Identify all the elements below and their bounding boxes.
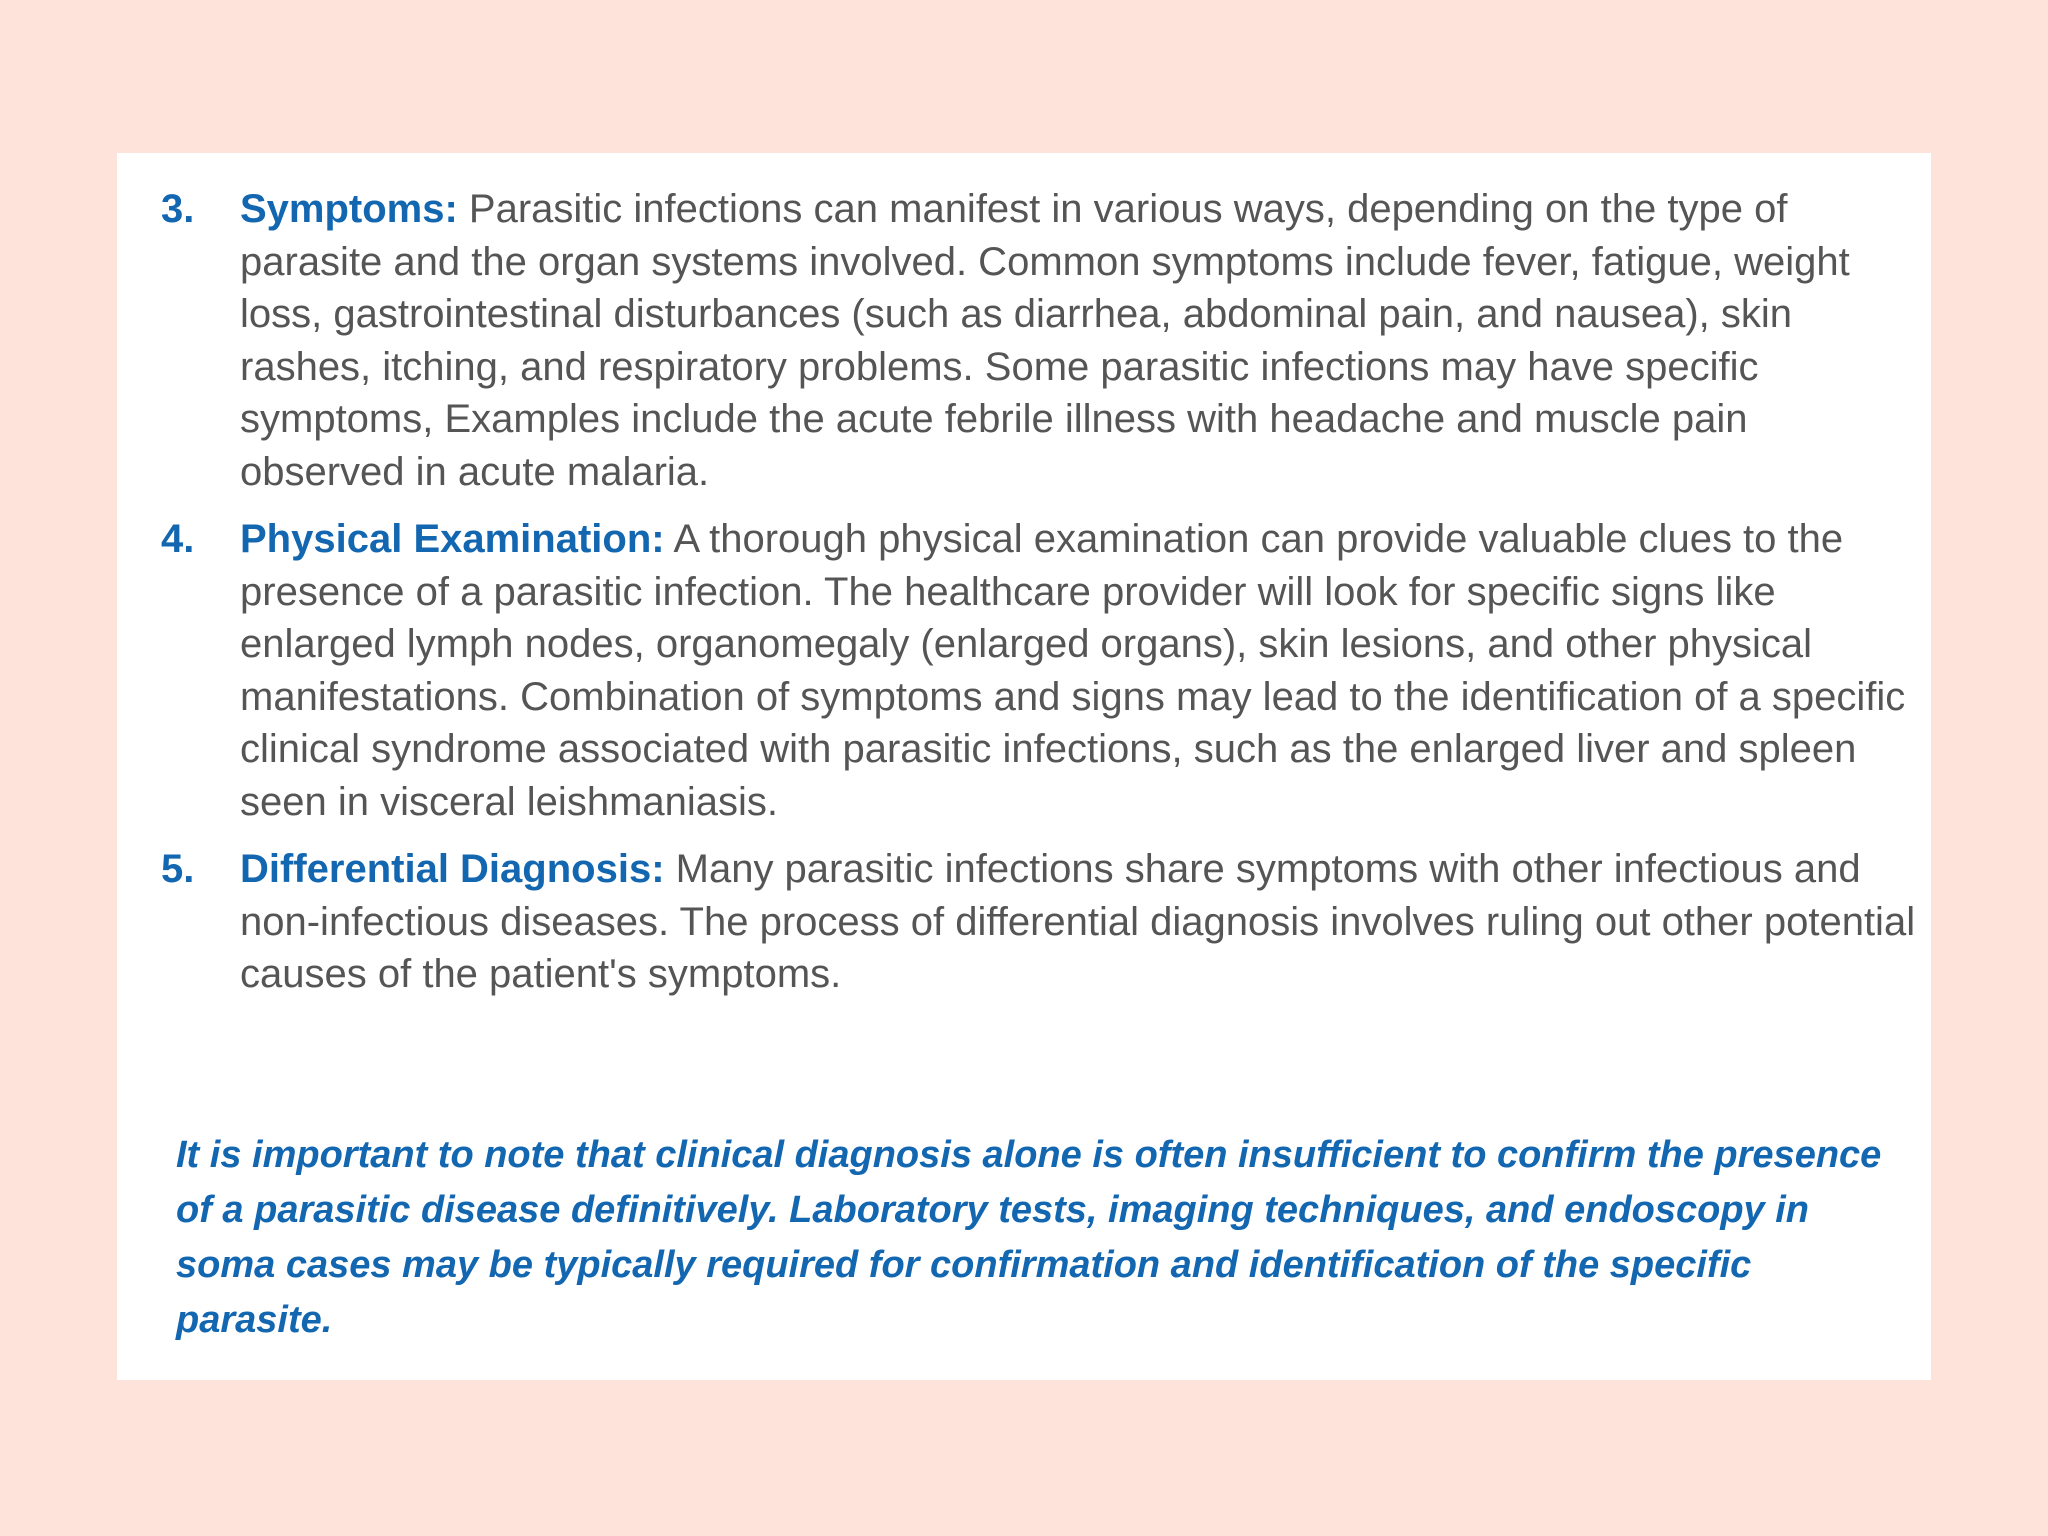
list-item-differential-diagnosis bbox=[161, 843, 1921, 1001]
content-panel bbox=[117, 153, 1931, 1380]
item-number: 5. bbox=[161, 847, 195, 891]
item-text: Many parasitic infections share symptoms with other infectious and non-infectious diseases. The process of differential diagnosis involves ruling out other potential causes of the patient's symptoms. bbox=[240, 847, 1916, 996]
important-note: It is important to note that clinical diagnosis alone is often insufficient to confirm the presence of a parasitic disease definitively. Laboratory tests, imaging techniques, and endoscopy in soma cases may be typically required for confirmation and identification of the specific parasite. bbox=[176, 1134, 1882, 1341]
item-number: 4. bbox=[161, 517, 195, 561]
diagnosis-steps-list bbox=[161, 183, 1921, 1016]
item-title: Physical Examination: bbox=[240, 517, 665, 561]
item-title: Symptoms: bbox=[240, 187, 458, 231]
item-text: A thorough physical examination can provide valuable clues to the presence of a parasitic infection. The healthcare provider will look for specific signs like enlarged lymph nodes, organomegaly (enlarged organs), skin lesions, and other physical manifestations. Combination of symptoms and signs may lead to the identification of a specific clinical syndrome associated with parasitic infections, such as the enlarged liver and spleen seen in visceral leishmaniasis. bbox=[240, 517, 1906, 824]
item-text: Parasitic infections can manifest in various ways, depending on the type of parasite and the organ systems involved. Common symptoms include fever, fatigue, weight loss, gastrointestinal disturbances (such as diarrhea, abdominal pain, and nausea), skin rashes, itching, and respiratory problems. Some parasitic infections may have specific symptoms, Examples include the acute febrile illness with headache and muscle pain observed in acute malaria. bbox=[240, 187, 1850, 494]
list-item-physical-examination bbox=[161, 513, 1921, 828]
item-number: 3. bbox=[161, 187, 195, 231]
item-title: Differential Diagnosis: bbox=[240, 847, 665, 891]
list-item-symptoms bbox=[161, 183, 1921, 498]
